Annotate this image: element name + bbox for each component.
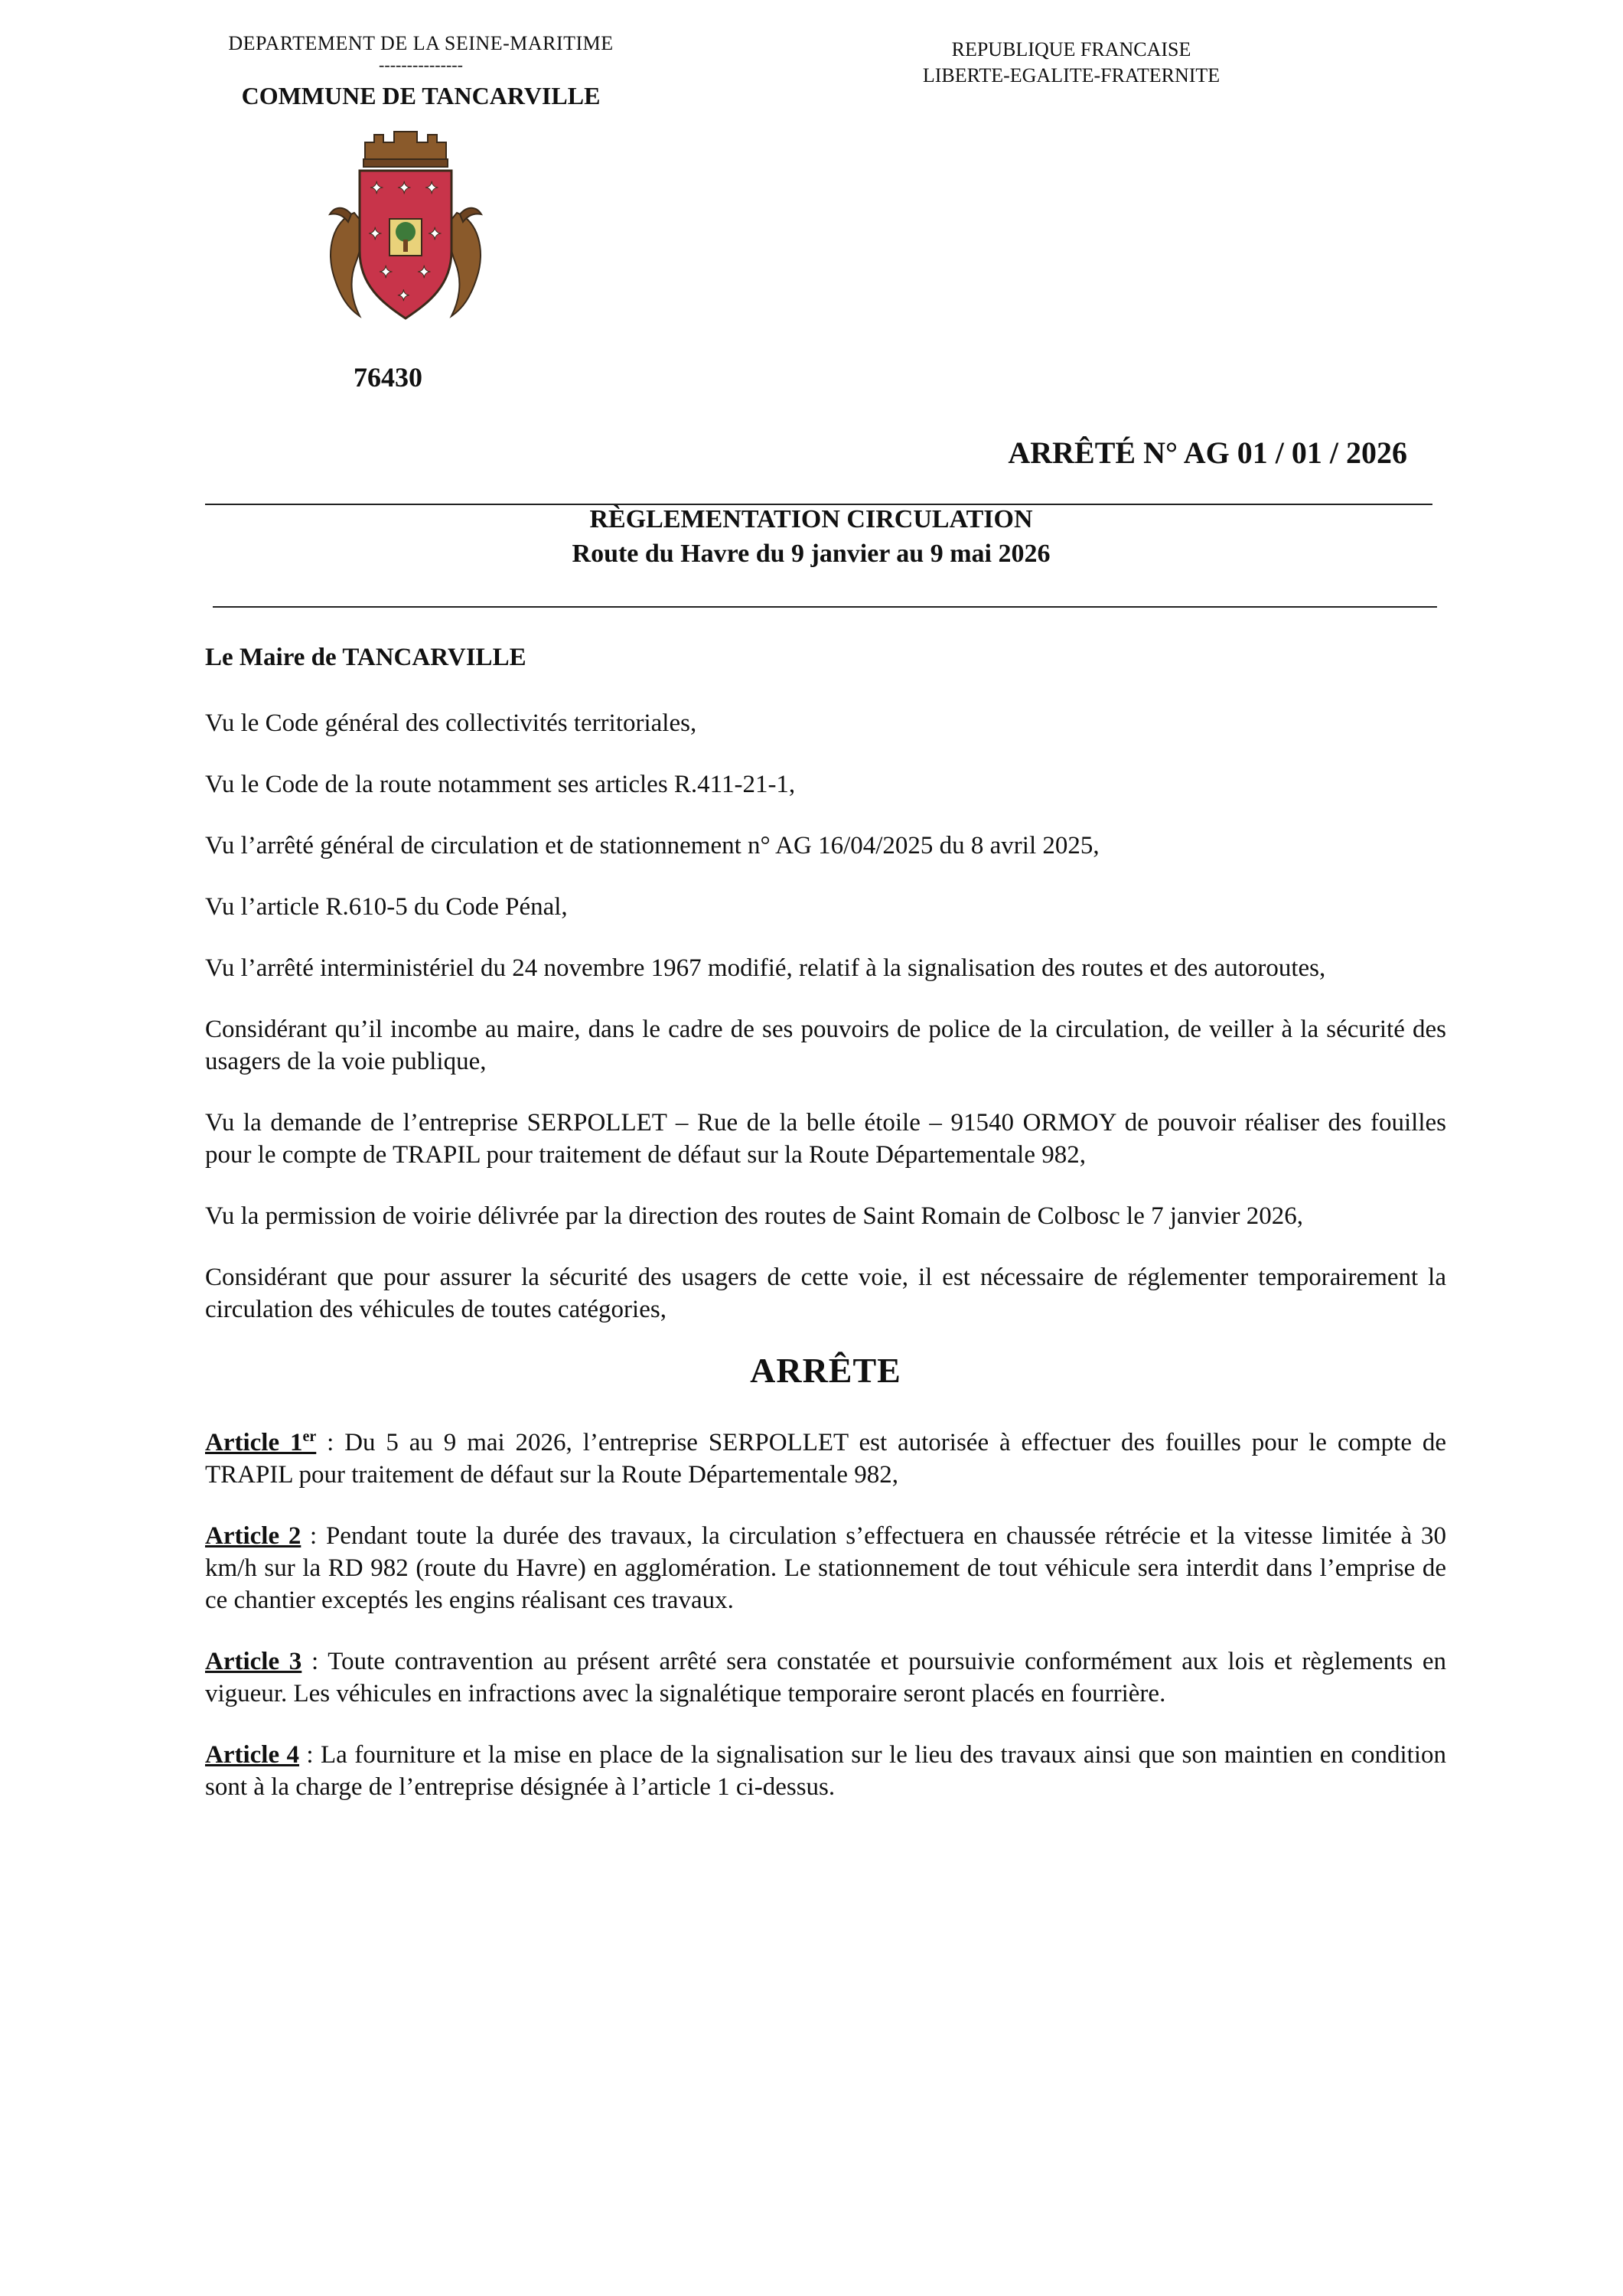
consideration-paragraph: Vu l’arrêté interministériel du 24 novembre 1967 modifié, relatif à la signalisation des routes et des autoroutes, [205,954,1326,982]
article-separator: : [301,1522,326,1550]
consideration-paragraph: Vu l’arrêté général de circulation et de stationnement n° AG 16/04/2025 du 8 avril 2025, [205,832,1100,859]
article-text: La fourniture et la mise en place de la signalisation sur le lieu des travaux ainsi que son maintien en condition sont à la charge de l’entreprise désignée à l’article 1 ci-dessus. [205,1741,1446,1801]
article-text: Pendant toute la durée des travaux, la circulation s’effectuera en chaussée rétrécie et la vitesse limitée à 30 km/h sur la RD 982 (route du Havre) en agglomération. Le stationnement de tout véhicule sera interdit dans l’emprise de ce chantier exceptés les engins réalisant ces travaux. [205,1522,1446,1614]
article-label-text: Article 1 [205,1429,303,1456]
articles-list [205,1420,1446,1803]
article-separator: : [316,1429,345,1456]
svg-text:✦: ✦ [370,179,384,198]
republic-motto: LIBERTE-EGALITE-FRATERNITE [922,64,1221,86]
considerations-list [205,707,1446,1326]
consideration-paragraph: Vu le Code de la route notamment ses articles R.411-21-1, [205,771,796,798]
bottom-rule [213,606,1437,608]
article-label [205,1741,299,1769]
republic-label: REPUBLIQUE FRANCAISE [951,38,1191,60]
article-label-text: Article 2 [205,1522,301,1550]
article-label [205,1429,316,1456]
postcode: 76430 [354,362,422,393]
article-paragraph [205,1520,1446,1616]
article-label-text: Article 4 [205,1741,300,1769]
department-name: DEPARTEMENT DE LA SEINE-MARITIME [228,32,614,54]
coat-of-arms-icon [318,129,494,335]
article-separator: : [299,1741,321,1769]
svg-text:✦: ✦ [425,179,439,198]
svg-text:✦: ✦ [417,263,432,282]
consideration-paragraph: Vu le Code général des collectivités territoriales, [205,709,697,737]
consideration-paragraph: Considérant que pour assurer la sécurité des usagers de cette voie, il est nécessaire de réglementer temporairement la circulation des véhicules de toutes catégories, [205,1264,1446,1323]
article-text: Du 5 au 9 mai 2026, l’entreprise SERPOLLET est autorisée à effectuer des fouilles pour le compte de TRAPIL pour traitement de défaut sur la Route Départementale 982, [205,1429,1446,1489]
header-separator: --------------- [379,55,463,74]
article-paragraph [205,1420,1446,1491]
header-left [184,31,658,113]
svg-text:✦: ✦ [428,225,442,244]
article-separator: : [301,1648,328,1675]
consideration-paragraph: Vu la permission de voirie délivrée par la direction des routes de Saint Romain de Colbosc le 7 janvier 2026, [205,1202,1303,1230]
commune-name: COMMUNE DE TANCARVILLE [241,82,601,109]
article-label-text: Article 3 [205,1648,302,1675]
svg-text:✦: ✦ [397,286,410,305]
subject-title: RÈGLEMENTATION CIRCULATION [589,505,1033,533]
article-paragraph [205,1739,1446,1803]
mayor-line: Le Maire de TANCARVILLE [205,644,526,671]
article-text: Toute contravention au présent arrêté sera constatée et poursuivie conformément aux lois et règlements en vigueur. Les véhicules en infractions avec la signalétique temporaire seront placés en fourrière. [205,1648,1446,1707]
arrete-heading: ARRÊTE [750,1351,901,1390]
consideration-paragraph: Vu l’article R.610-5 du Code Pénal, [205,893,568,921]
svg-text:✦: ✦ [397,179,412,198]
svg-text:✦: ✦ [379,263,393,282]
arrete-number: ARRÊTÉ N° AG 01 / 01 / 2026 [1008,435,1407,470]
subject-subtitle: Route du Havre du 9 janvier au 9 mai 2026 [572,540,1051,568]
article-label [205,1522,301,1550]
document-body [205,641,1446,1832]
article-label-superscript: er [302,1428,317,1445]
article-paragraph [205,1645,1446,1710]
header-right [903,37,1240,89]
subject-block [429,502,1194,571]
consideration-paragraph: Vu la demande de l’entreprise SERPOLLET – Rue de la belle étoile – 91540 ORMOY de pouvoir réaliser des fouilles pour le compte de TRAPIL pour traitement de défaut sur la Route Départementale 982, [205,1109,1446,1169]
consideration-paragraph: Considérant qu’il incombe au maire, dans le cadre de ses pouvoirs de police de la circulation, de veiller à la sécurité des usagers de la voie publique, [205,1016,1446,1075]
article-label [205,1648,301,1675]
svg-text:✦: ✦ [368,225,383,244]
